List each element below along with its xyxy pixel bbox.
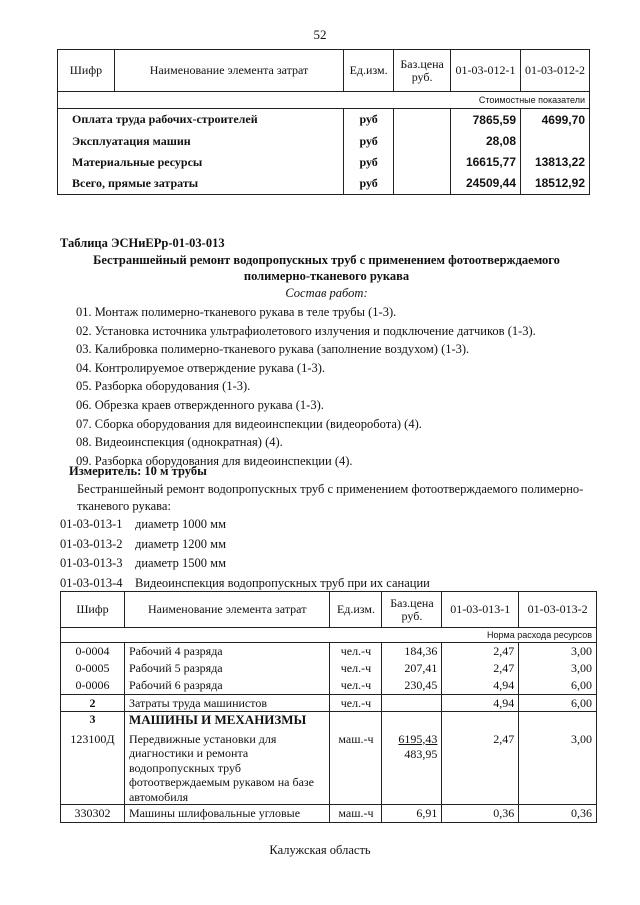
table-row <box>58 109 590 131</box>
list-item: 03. Калибровка полимерно-тканевого рукава (заполнение воздухом) (1-3). <box>76 342 470 357</box>
row-value-2: 3,00 <box>519 660 597 677</box>
row-price <box>394 109 451 131</box>
code-text: диаметр 1500 мм <box>135 556 226 571</box>
row-code: 3 <box>61 712 125 730</box>
row-value-1: 16615,77 <box>451 152 521 173</box>
table-row <box>61 660 597 677</box>
list-item: 07. Сборка оборудования для видеоинспекции (видеоробота) (4). <box>76 416 422 431</box>
row-price: 184,36 <box>382 643 442 660</box>
row-value-1: 7865,59 <box>451 109 521 131</box>
list-item: 02. Установка источника ультрафиолетового излучения и подключение датчиков (1-3). <box>76 323 536 338</box>
header-unit: Ед.изм. <box>330 592 382 628</box>
code-text: Видеоинспекция водопропускных труб при их санации <box>135 576 430 591</box>
row-price: 6,91 <box>382 805 442 823</box>
row-name: Эксплуатация машин <box>58 131 344 152</box>
row-value-2: 3,00 <box>519 730 597 805</box>
row-name: Передвижные установки для диагностики и ремонта водопропускных труб фотоотверждаемым рукавом на базе автомобиля <box>124 730 330 805</box>
row-value-1: 4,94 <box>442 695 519 712</box>
row-value-1: 4,94 <box>442 677 519 695</box>
header-unit: Ед.изм. <box>344 50 394 92</box>
table-header-row <box>58 50 590 92</box>
row-value-2 <box>521 131 590 152</box>
price-value-2: 483,95 <box>404 746 438 761</box>
row-name: Материальные ресурсы <box>58 152 344 173</box>
row-unit: маш.-ч <box>330 730 382 805</box>
code: 01-03-013-3 <box>60 556 123 571</box>
row-value-1: 2,47 <box>442 660 519 677</box>
row-price: 207,41 <box>382 660 442 677</box>
row-name: Рабочий 4 разряда <box>124 643 330 660</box>
row-unit: руб <box>344 152 394 173</box>
page-footer-region: Калужская область <box>269 843 371 857</box>
table-row <box>58 131 590 152</box>
row-code: 0-0006 <box>61 677 125 695</box>
row-unit: чел.-ч <box>330 677 382 695</box>
row-code: 330302 <box>61 805 125 823</box>
header-code: Шифр <box>58 50 115 92</box>
code-text: диаметр 1200 мм <box>135 536 226 551</box>
row-name: Всего, прямые затраты <box>58 173 344 195</box>
list-item <box>60 515 430 535</box>
codes-list <box>60 515 430 594</box>
row-price <box>382 712 442 730</box>
header-col1: 01-03-012-1 <box>451 50 521 92</box>
header-col2: 01-03-012-2 <box>521 50 590 92</box>
row-code: 2 <box>61 695 125 712</box>
table-row-total <box>58 173 590 195</box>
subheader-resource-norms: Норма расхода ресурсов <box>61 628 597 643</box>
section-title-line2: полимерно-тканевого рукава <box>243 269 410 283</box>
row-value-2: 18512,92 <box>521 173 590 195</box>
list-item: 01. Монтаж полимерно-тканевого рукава в теле трубы (1-3). <box>76 305 397 319</box>
row-value-1 <box>442 712 519 730</box>
code: 01-03-013-2 <box>60 536 123 551</box>
code-text: диаметр 1000 мм <box>135 517 226 531</box>
row-price <box>382 730 442 805</box>
row-value-1: 0,36 <box>442 805 519 823</box>
code: 01-03-013-4 <box>60 576 123 591</box>
resource-norms-table <box>60 591 597 823</box>
row-name: МАШИНЫ И МЕХАНИЗМЫ <box>124 712 330 730</box>
header-price: Баз.цена руб. <box>394 50 451 92</box>
header-price: Баз.цена руб. <box>382 592 442 628</box>
row-unit: руб <box>344 173 394 195</box>
subheader-row <box>58 92 590 109</box>
header-col2: 01-03-013-2 <box>519 592 597 628</box>
list-item: 05. Разборка оборудования (1-3). <box>76 379 251 394</box>
row-value-2: 0,36 <box>519 805 597 823</box>
table-row <box>61 695 597 712</box>
page-number: 52 <box>313 27 327 42</box>
subheader-cost-indicators: Стоимостные показатели <box>58 92 590 109</box>
table-label: Таблица ЭСНиЕРр-01-03-013 <box>60 236 225 250</box>
table-row <box>61 643 597 660</box>
row-value-2 <box>519 712 597 730</box>
row-value-2: 13813,22 <box>521 152 590 173</box>
row-value-2: 3,00 <box>519 643 597 660</box>
row-value-2: 6,00 <box>519 677 597 695</box>
row-price <box>394 131 451 152</box>
section-description: Бестраншейный ремонт водопропускных труб с применением фотоотверждаемого полимерно-тканевого рукава: <box>77 482 584 513</box>
header-col1: 01-03-013-1 <box>442 592 519 628</box>
table-row-section <box>61 712 597 730</box>
header-name: Наименование элемента затрат <box>124 592 330 628</box>
list-item: 08. Видеоинспекция (однократная) (4). <box>76 435 283 450</box>
list-item: 04. Контролируемое отверждение рукава (1-3). <box>76 360 326 375</box>
row-code: 0-0005 <box>61 660 125 677</box>
list-item: 09. Разборка оборудования для видеоинспекции (4). <box>76 453 353 468</box>
row-value-1: 24509,44 <box>451 173 521 195</box>
row-unit: чел.-ч <box>330 695 382 712</box>
header-name: Наименование элемента затрат <box>114 50 343 92</box>
list-item <box>60 554 430 574</box>
row-unit <box>330 712 382 730</box>
row-unit: руб <box>344 109 394 131</box>
measure-unit: Измеритель: 10 м трубы <box>69 464 207 478</box>
table-row <box>61 677 597 695</box>
table-row <box>61 730 597 805</box>
row-unit: чел.-ч <box>330 643 382 660</box>
section-title-line1: Бестраншейный ремонт водопропускных труб с применением фотоотверждаемого <box>93 253 560 267</box>
price-value-1: 6195,43 <box>398 731 438 746</box>
row-unit: маш.-ч <box>330 805 382 823</box>
row-value-2: 4699,70 <box>521 109 590 131</box>
header-code: Шифр <box>61 592 125 628</box>
cost-summary-table <box>57 49 590 195</box>
row-value-2: 6,00 <box>519 695 597 712</box>
row-name: Оплата труда рабочих-строителей <box>58 109 344 131</box>
table-row <box>61 805 597 823</box>
row-unit: руб <box>344 131 394 152</box>
code: 01-03-013-1 <box>60 517 123 531</box>
row-code: 0-0004 <box>61 643 125 660</box>
row-name: Машины шлифовальные угловые <box>124 805 330 823</box>
subheader-row <box>61 628 597 643</box>
row-price: 230,45 <box>382 677 442 695</box>
table-header-row <box>61 592 597 628</box>
composition-label: Состав работ: <box>285 286 368 300</box>
row-value-1: 2,47 <box>442 643 519 660</box>
row-price <box>394 152 451 173</box>
row-name: Рабочий 5 разряда <box>124 660 330 677</box>
row-unit: чел.-ч <box>330 660 382 677</box>
list-item: 06. Обрезка краев отвержденного рукава (1-3). <box>76 397 324 412</box>
row-price <box>382 695 442 712</box>
row-value-1: 28,08 <box>451 131 521 152</box>
table-row <box>58 152 590 173</box>
row-code: 123100Д <box>61 730 125 805</box>
row-name: Рабочий 6 разряда <box>124 677 330 695</box>
works-list <box>76 303 536 470</box>
row-price <box>394 173 451 195</box>
row-value-1: 2,47 <box>442 730 519 805</box>
list-item <box>60 535 430 555</box>
row-name: Затраты труда машинистов <box>124 695 330 712</box>
